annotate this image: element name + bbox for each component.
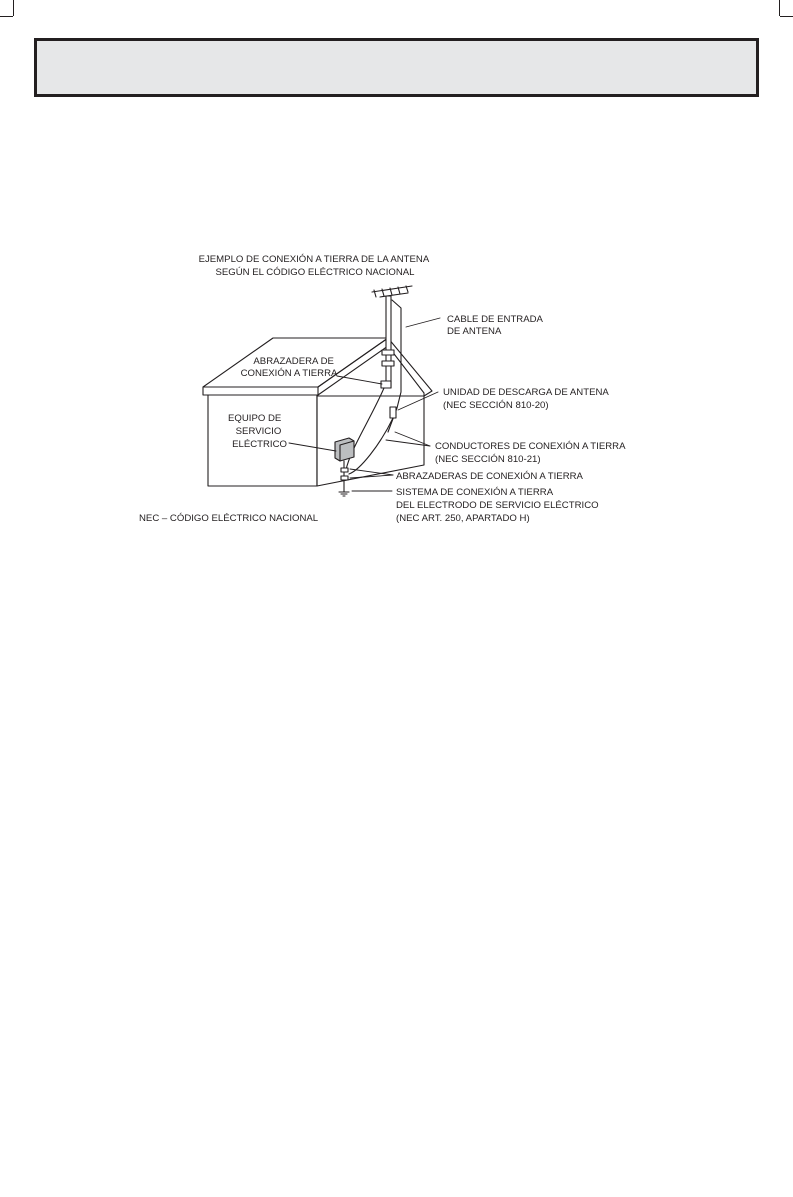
label-nec-note: NEC – CÓDIGO ELÉCTRICO NACIONAL	[139, 513, 319, 524]
mast-clamp-2	[382, 361, 394, 366]
label-ground-clamps: ABRAZADERAS DE CONEXIÓN A TIERRA	[396, 471, 583, 482]
label-grounding-conductors: CONDUCTORES DE CONEXIÓN A TIERRA (NEC SECCIÓN 810-21)	[435, 441, 625, 465]
antenna-elements	[372, 286, 412, 297]
label-lead-in-wire: CABLE DE ENTRADA DE ANTENA	[447, 314, 543, 337]
label-service-equipment: EQUIPO DE SERVICIO ELÉCTRICO	[228, 413, 287, 450]
electric-service-box	[335, 438, 354, 461]
diagram-title: EJEMPLO DE CONEXIÓN A TIERRA DE LA ANTENA SEGÚN EL CÓDIGO ELÉCTRICO NACIONAL	[198, 254, 429, 278]
ground-symbol	[339, 492, 349, 496]
label-discharge-unit: UNIDAD DE DESCARGA DE ANTENA (NEC SECCIÓN 810-20)	[443, 387, 609, 411]
mast-ground-clamp	[381, 381, 391, 388]
ground-clamp-2	[341, 476, 348, 480]
house-roof-edge	[203, 387, 318, 395]
mast-clamp-1	[382, 350, 394, 355]
antenna-mast	[386, 296, 391, 388]
label-electrode-system: SISTEMA DE CONEXIÓN A TIERRA DEL ELECTRODO DE SERVICIO ELÉCTRICO (NEC ART. 250, APARTADO H)	[396, 487, 599, 524]
label-ground-clamp: ABRAZADERA DE CONEXIÓN A TIERRA	[240, 356, 338, 379]
antenna-discharge-unit	[390, 407, 396, 418]
ground-clamp-1	[341, 468, 348, 472]
